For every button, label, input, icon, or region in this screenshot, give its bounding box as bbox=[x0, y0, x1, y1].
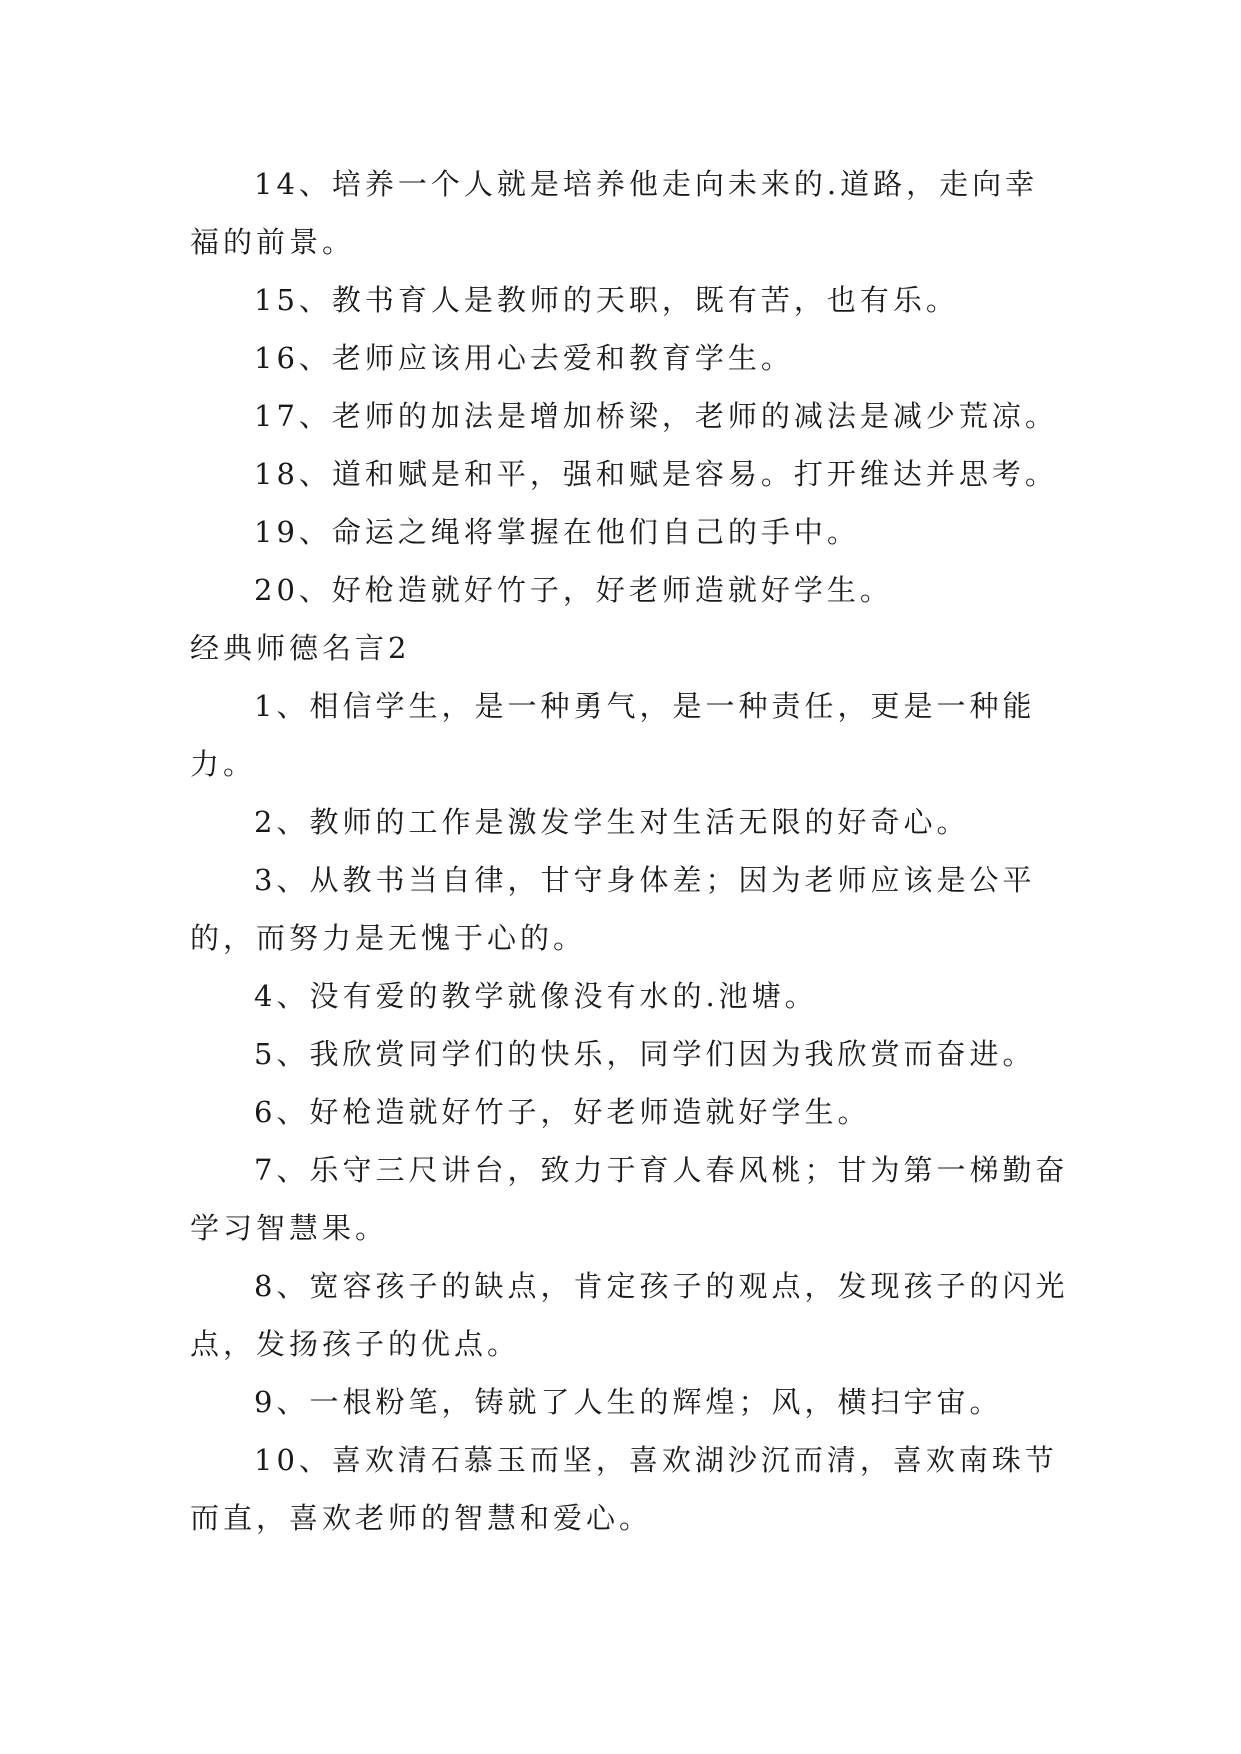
quote-paragraph: 9、一根粉笔，铸就了人生的辉煌；风，横扫宇宙。 bbox=[254, 1385, 1003, 1419]
section-heading: 经典师德名言2 bbox=[190, 631, 411, 665]
quote-paragraph: 4、没有爱的教学就像没有水的.池塘。 bbox=[254, 979, 818, 1013]
quote-paragraph: 18、道和赋是和平，强和赋是容易。打开维达并思考。 bbox=[254, 457, 1058, 491]
quote-paragraph: 17、老师的加法是增加桥梁，老师的减法是减少荒凉。 bbox=[254, 399, 1058, 433]
quote-paragraph: 8、宽容孩子的缺点，肯定孩子的观点，发现孩子的闪光点，发扬孩子的优点。 bbox=[190, 1269, 1069, 1361]
quote-paragraph: 19、命运之绳将掌握在他们自己的手中。 bbox=[254, 515, 860, 549]
quote-paragraph: 14、培养一个人就是培养他走向未来的.道路，走向幸福的前景。 bbox=[190, 167, 1039, 259]
quote-paragraph: 7、乐守三尺讲台，致力于育人春风桃；甘为第一梯勤奋学习智慧果。 bbox=[190, 1153, 1069, 1245]
document-body bbox=[190, 155, 1070, 1547]
quote-paragraph: 1、相信学生，是一种勇气，是一种责任，更是一种能力。 bbox=[190, 689, 1036, 781]
quote-paragraph: 2、教师的工作是激发学生对生活无限的好奇心。 bbox=[254, 805, 970, 839]
quote-paragraph: 15、教书育人是教师的天职，既有苦，也有乐。 bbox=[254, 283, 959, 317]
quote-paragraph: 10、喜欢清石慕玉而坚，喜欢湖沙沉而清，喜欢南珠节而直，喜欢老师的智慧和爱心。 bbox=[190, 1443, 1058, 1535]
quote-paragraph: 20、好枪造就好竹子，好老师造就好学生。 bbox=[254, 573, 893, 607]
quote-paragraph: 3、从教书当自律，甘守身体差；因为老师应该是公平的，而努力是无愧于心的。 bbox=[190, 863, 1036, 955]
quote-paragraph: 16、老师应该用心去爱和教育学生。 bbox=[254, 341, 794, 375]
quote-paragraph: 6、好枪造就好竹子，好老师造就好学生。 bbox=[254, 1095, 871, 1129]
quote-paragraph: 5、我欣赏同学们的快乐，同学们因为我欣赏而奋进。 bbox=[254, 1037, 1036, 1071]
